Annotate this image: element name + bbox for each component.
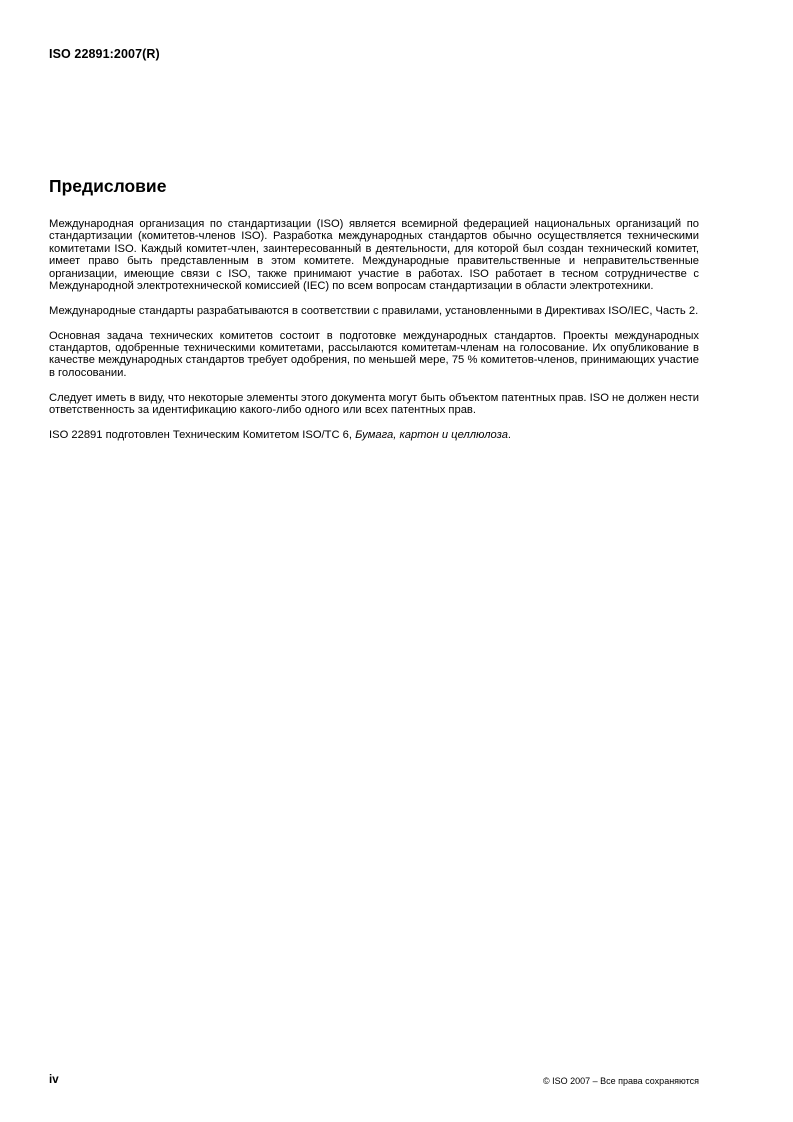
foreword-body bbox=[49, 218, 699, 454]
document-id-header: ISO 22891:2007(R) bbox=[49, 47, 160, 61]
page-title: Предисловие bbox=[49, 176, 167, 196]
paragraph-prepared-by bbox=[49, 429, 699, 441]
paragraph-committee-task: Основная задача технических комитетов состоит в подготовке международных стандартов. Проекты международных стандартов, одобренные техническими комитетами, рассылаются комитетам-членам на голосование. Их опубликование в качестве международных стандартов требует одобрения, по меньшей мере, 75 % комитетов-членов, принимающих участие в голосовании. bbox=[49, 329, 699, 379]
prepared-by-suffix: . bbox=[507, 428, 512, 441]
paragraph-iso-overview: Международная организация по стандартизации (ISO) является всемирной федерацией национальных организаций по стандартизации (комитетов-членов ISO). Разработка международных стандартов обычно осуществляется техническими комитетами ISO. Каждый комитет-член, заинтересованный в деятельности, для которой был создан технический комитет, имеет право быть представленным в этом комитете. Международные правительственные и неправительственные организации, имеющие связи с ISO, также принимают участие в работах. ISO работает в тесном сотрудничестве с Международной электротехнической комиссией (IEC) по всем вопросам стандартизации в области электротехники. bbox=[49, 218, 699, 293]
committee-subject-title: Бумага, картон и целлюлоза bbox=[355, 428, 508, 441]
copyright-notice: © ISO 2007 – Все права сохраняются bbox=[542, 1076, 699, 1086]
paragraph-patent-rights: Следует иметь в виду, что некоторые элементы этого документа могут быть объектом патентных прав. ISO не должен нести ответственность за идентификацию какого-либо одного или всех патентных прав. bbox=[49, 391, 699, 417]
page-number: iv bbox=[49, 1074, 59, 1086]
paragraph-directives: Международные стандарты разрабатываются в соответствии с правилами, установленными в Директивах ISO/IEC, Часть 2. bbox=[49, 304, 699, 317]
prepared-by-prefix: ISO 22891 подготовлен Техническим Комитетом ISO/TC 6, bbox=[49, 428, 356, 441]
